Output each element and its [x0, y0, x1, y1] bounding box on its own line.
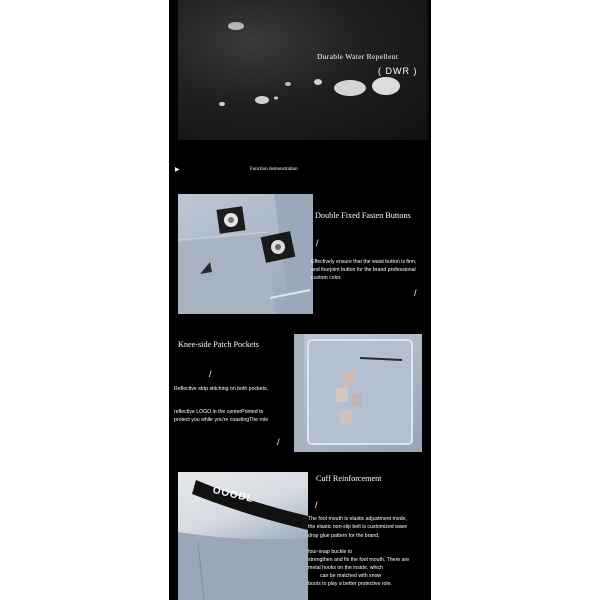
pockets-slash-b: /	[277, 437, 280, 447]
cuff-desc-7: can be matched with snow	[320, 573, 382, 579]
cuff-image	[178, 472, 308, 600]
cuff-desc-4: four-snap buckle to	[308, 549, 353, 555]
cuff-desc-3: drop glue pattern for the brand,	[308, 533, 380, 539]
pockets-slash-a: /	[209, 369, 212, 379]
dwr-title: Durable Water Repellent	[317, 52, 399, 61]
pockets-desc-2: reflective LOGO in the centerPrinted to	[174, 409, 264, 415]
buttons-slash-end: /	[414, 288, 417, 298]
pockets-title: Knee-side Patch Pockets	[178, 340, 259, 349]
play-arrow-icon[interactable]: ▶	[175, 167, 180, 173]
buttons-title: Double Fixed Fasten Buttons	[315, 211, 411, 220]
demo-caption: Function demonstration	[250, 167, 298, 172]
waist-buttons-image	[178, 194, 313, 314]
cuff-desc-5: strengthen and fix the foot mouth. There are	[308, 557, 410, 563]
cuff-desc-1: The foot mouth is elastic adjustment mode,	[308, 516, 407, 522]
pockets-desc-1: Reflective strip stitching on both pockets,	[174, 386, 268, 392]
buttons-desc-1: Effectively ensure that the waist button is firm,	[311, 259, 417, 265]
dwr-abbr: ( DWR )	[378, 66, 418, 76]
product-detail-strip	[169, 0, 431, 600]
buttons-desc-3: custom color.	[311, 275, 342, 281]
cuff-band-logo: OOODL	[211, 485, 255, 506]
cuff-desc-8: boots to play a better protective role.	[308, 581, 392, 587]
dwr-fabric-image	[178, 0, 428, 140]
knee-pocket-image	[294, 334, 422, 452]
cuff-title: Cuff Reinforcement	[316, 474, 382, 483]
cuff-desc-2: the elastic non-slip belt is customized wave	[308, 524, 408, 530]
cuff-desc-6: metal hooks on the inside, which	[308, 565, 383, 571]
buttons-slash: /	[316, 238, 319, 248]
pockets-desc-3: protect you while you're coastingThe role	[174, 417, 269, 423]
buttons-desc-2: and fourjoint button for the brand professional	[311, 267, 416, 273]
cuff-slash: /	[315, 500, 318, 510]
